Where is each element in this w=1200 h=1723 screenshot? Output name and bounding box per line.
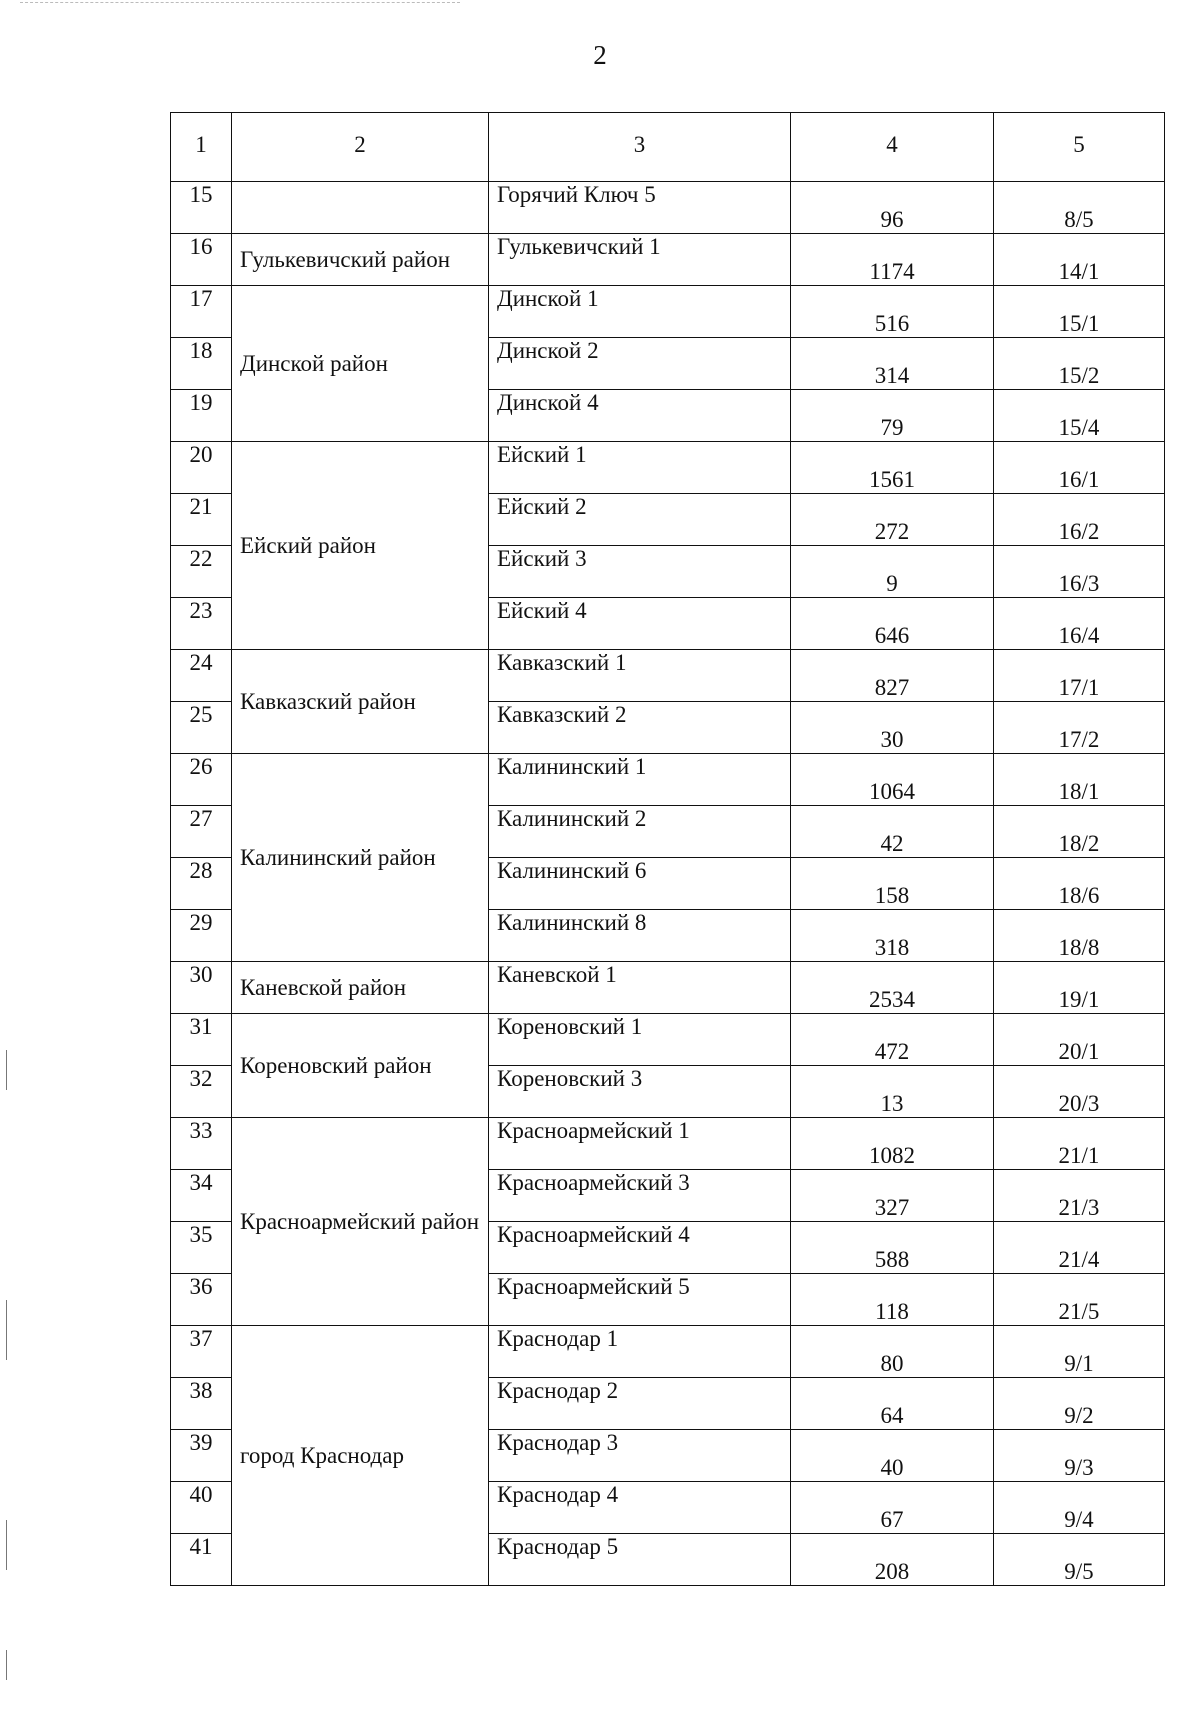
code-cell: 9/1 — [994, 1326, 1165, 1378]
code-cell: 17/1 — [994, 650, 1165, 702]
value-cell: 80 — [791, 1326, 994, 1378]
column-header: 2 — [232, 113, 489, 182]
row-number: 27 — [171, 806, 232, 858]
value-cell: 516 — [791, 286, 994, 338]
code-cell: 16/1 — [994, 442, 1165, 494]
scan-margin-mark — [6, 1050, 7, 1090]
code-cell: 21/3 — [994, 1170, 1165, 1222]
value-cell: 1561 — [791, 442, 994, 494]
value-cell: 1174 — [791, 234, 994, 286]
row-number: 20 — [171, 442, 232, 494]
column-header: 5 — [994, 113, 1165, 182]
row-number: 15 — [171, 182, 232, 234]
value-cell: 1064 — [791, 754, 994, 806]
code-cell: 21/5 — [994, 1274, 1165, 1326]
name-cell: Кореновский 1 — [489, 1014, 791, 1066]
name-cell: Краснодар 2 — [489, 1378, 791, 1430]
table-row — [171, 650, 1165, 702]
row-number: 18 — [171, 338, 232, 390]
name-cell: Горячий Ключ 5 — [489, 182, 791, 234]
scan-margin-mark — [6, 1300, 7, 1360]
code-cell: 14/1 — [994, 234, 1165, 286]
name-cell: Калининский 2 — [489, 806, 791, 858]
name-cell: Калининский 6 — [489, 858, 791, 910]
value-cell: 314 — [791, 338, 994, 390]
column-header: 4 — [791, 113, 994, 182]
row-number: 28 — [171, 858, 232, 910]
name-cell: Гулькевичский 1 — [489, 234, 791, 286]
code-cell: 16/3 — [994, 546, 1165, 598]
name-cell: Ейский 4 — [489, 598, 791, 650]
name-cell: Красноармейский 1 — [489, 1118, 791, 1170]
value-cell: 2534 — [791, 962, 994, 1014]
name-cell: Калининский 1 — [489, 754, 791, 806]
name-cell: Ейский 1 — [489, 442, 791, 494]
value-cell: 1082 — [791, 1118, 994, 1170]
name-cell: Кавказский 2 — [489, 702, 791, 754]
value-cell: 588 — [791, 1222, 994, 1274]
row-number: 23 — [171, 598, 232, 650]
code-cell: 20/3 — [994, 1066, 1165, 1118]
district-cell: Динской район — [232, 286, 489, 442]
name-cell: Краснодар 3 — [489, 1430, 791, 1482]
value-cell: 318 — [791, 910, 994, 962]
scan-edge-line — [20, 2, 460, 3]
value-cell: 118 — [791, 1274, 994, 1326]
value-cell: 9 — [791, 546, 994, 598]
code-cell: 9/3 — [994, 1430, 1165, 1482]
table-row — [171, 962, 1165, 1014]
row-number: 29 — [171, 910, 232, 962]
value-cell: 79 — [791, 390, 994, 442]
name-cell: Краснодар 5 — [489, 1534, 791, 1586]
code-cell: 9/5 — [994, 1534, 1165, 1586]
code-cell: 21/1 — [994, 1118, 1165, 1170]
code-cell: 9/2 — [994, 1378, 1165, 1430]
row-number: 25 — [171, 702, 232, 754]
value-cell: 272 — [791, 494, 994, 546]
registry-table — [170, 112, 1165, 1586]
value-cell: 327 — [791, 1170, 994, 1222]
scan-margin-mark — [6, 1650, 7, 1680]
table-row — [171, 754, 1165, 806]
code-cell: 15/4 — [994, 390, 1165, 442]
value-cell: 30 — [791, 702, 994, 754]
value-cell: 64 — [791, 1378, 994, 1430]
table-row — [171, 1014, 1165, 1066]
table-row — [171, 442, 1165, 494]
value-cell: 472 — [791, 1014, 994, 1066]
code-cell: 16/4 — [994, 598, 1165, 650]
value-cell: 96 — [791, 182, 994, 234]
table-row — [171, 286, 1165, 338]
row-number: 17 — [171, 286, 232, 338]
row-number: 37 — [171, 1326, 232, 1378]
code-cell: 18/6 — [994, 858, 1165, 910]
name-cell: Динской 1 — [489, 286, 791, 338]
value-cell: 67 — [791, 1482, 994, 1534]
table-row — [171, 234, 1165, 286]
code-cell: 9/4 — [994, 1482, 1165, 1534]
value-cell: 13 — [791, 1066, 994, 1118]
row-number: 21 — [171, 494, 232, 546]
name-cell: Краснодар 4 — [489, 1482, 791, 1534]
row-number: 33 — [171, 1118, 232, 1170]
row-number: 16 — [171, 234, 232, 286]
code-cell: 18/8 — [994, 910, 1165, 962]
district-cell: Калининский район — [232, 754, 489, 962]
value-cell: 827 — [791, 650, 994, 702]
code-cell: 19/1 — [994, 962, 1165, 1014]
code-cell: 21/4 — [994, 1222, 1165, 1274]
value-cell: 40 — [791, 1430, 994, 1482]
scan-margin-mark — [6, 1520, 7, 1570]
name-cell: Кавказский 1 — [489, 650, 791, 702]
name-cell: Красноармейский 5 — [489, 1274, 791, 1326]
name-cell: Каневской 1 — [489, 962, 791, 1014]
row-number: 22 — [171, 546, 232, 598]
code-cell: 8/5 — [994, 182, 1165, 234]
name-cell: Кореновский 3 — [489, 1066, 791, 1118]
row-number: 38 — [171, 1378, 232, 1430]
district-cell: Ейский район — [232, 442, 489, 650]
district-cell: Каневской район — [232, 962, 489, 1014]
code-cell: 17/2 — [994, 702, 1165, 754]
row-number: 34 — [171, 1170, 232, 1222]
code-cell: 15/1 — [994, 286, 1165, 338]
value-cell: 42 — [791, 806, 994, 858]
value-cell: 208 — [791, 1534, 994, 1586]
code-cell: 18/2 — [994, 806, 1165, 858]
name-cell: Калининский 8 — [489, 910, 791, 962]
page-number: 2 — [593, 40, 607, 70]
name-cell: Динской 4 — [489, 390, 791, 442]
name-cell: Красноармейский 3 — [489, 1170, 791, 1222]
code-cell: 18/1 — [994, 754, 1165, 806]
row-number: 30 — [171, 962, 232, 1014]
district-cell: Красноармейский район — [232, 1118, 489, 1326]
row-number: 41 — [171, 1534, 232, 1586]
row-number: 39 — [171, 1430, 232, 1482]
value-cell: 158 — [791, 858, 994, 910]
header-row — [171, 113, 1165, 182]
row-number: 31 — [171, 1014, 232, 1066]
column-header: 3 — [489, 113, 791, 182]
district-cell: город Краснодар — [232, 1326, 489, 1586]
district-cell: Кореновский район — [232, 1014, 489, 1118]
table-row — [171, 1326, 1165, 1378]
row-number: 32 — [171, 1066, 232, 1118]
code-cell: 20/1 — [994, 1014, 1165, 1066]
name-cell: Ейский 3 — [489, 546, 791, 598]
value-cell: 646 — [791, 598, 994, 650]
column-header: 1 — [171, 113, 232, 182]
row-number: 19 — [171, 390, 232, 442]
table-row — [171, 1118, 1165, 1170]
district-cell: Кавказский район — [232, 650, 489, 754]
name-cell: Краснодар 1 — [489, 1326, 791, 1378]
row-number: 36 — [171, 1274, 232, 1326]
name-cell: Ейский 2 — [489, 494, 791, 546]
district-cell: Гулькевичский район — [232, 234, 489, 286]
code-cell: 15/2 — [994, 338, 1165, 390]
name-cell: Красноармейский 4 — [489, 1222, 791, 1274]
district-cell — [232, 182, 489, 234]
row-number: 26 — [171, 754, 232, 806]
row-number: 40 — [171, 1482, 232, 1534]
table-row — [171, 182, 1165, 234]
code-cell: 16/2 — [994, 494, 1165, 546]
row-number: 35 — [171, 1222, 232, 1274]
row-number: 24 — [171, 650, 232, 702]
name-cell: Динской 2 — [489, 338, 791, 390]
